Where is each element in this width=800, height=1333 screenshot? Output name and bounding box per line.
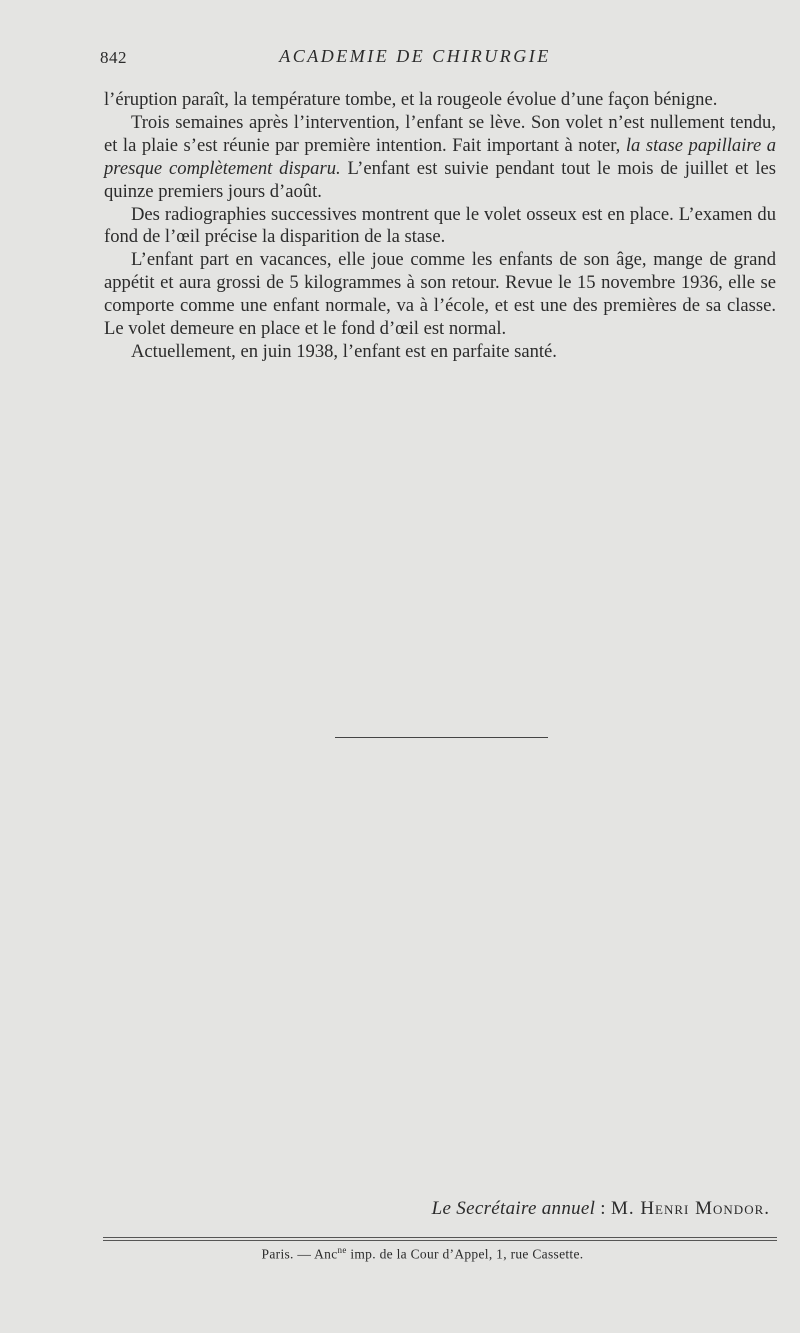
imprint-text-a: Paris. — Anc bbox=[261, 1246, 338, 1262]
signature-separator: : bbox=[595, 1198, 611, 1219]
printer-imprint bbox=[0, 1245, 800, 1263]
imprint-superscript: ne bbox=[337, 1245, 347, 1255]
footer-rule-inner bbox=[103, 1240, 777, 1241]
body-text bbox=[104, 89, 776, 364]
signature-role: Le Secrétaire annuel bbox=[431, 1198, 596, 1219]
paragraph-3: Des radiographies successives montrent que le volet osseux est en place. L’examen du fond de l’œil précise la disparition de la stase. bbox=[104, 203, 776, 248]
paragraph-2-emphasis: la stase papillaire a presque complètement disparu. bbox=[104, 134, 777, 179]
page-number: 842 bbox=[100, 48, 127, 67]
paragraph-2-text-a: Trois semaines après l’intervention, l’enfant se lève. Son volet n’est nullement tendu, et la plaie s’est réunie par première intention. Fait important à noter, bbox=[104, 111, 776, 156]
running-head: ACADEMIE DE CHIRURGIE bbox=[279, 46, 551, 66]
paragraph-2-text-b: L’enfant est suivie pendant tout le mois de juillet et les quinze premiers jours d’août. bbox=[104, 157, 776, 202]
signature bbox=[432, 1198, 770, 1220]
signature-name: M. Henri Mondor. bbox=[610, 1198, 770, 1219]
imprint-text-b: imp. de la Cour d’Appel, 1, rue Cassette. bbox=[346, 1246, 584, 1262]
paragraph-5: Actuellement, en juin 1938, l’enfant est en parfaite santé. bbox=[131, 340, 557, 362]
paragraph-4: L’enfant part en vacances, elle joue comme les enfants de son âge, mange de grand appétit et aura grossi de 5 kilogrammes à son retour. Revue le 15 novembre 1936, elle se comporte comme une enfant normale, va à l’école, et est une des premières de sa classe. Le volet demeure en place et le fond d’œil est normal. bbox=[104, 249, 776, 340]
section-divider bbox=[335, 737, 548, 738]
footer-rule bbox=[103, 1237, 777, 1238]
paragraph-1: l’éruption paraît, la température tombe, et la rougeole évolue d’une façon bénigne. bbox=[104, 89, 718, 110]
paragraph-2 bbox=[104, 112, 776, 204]
